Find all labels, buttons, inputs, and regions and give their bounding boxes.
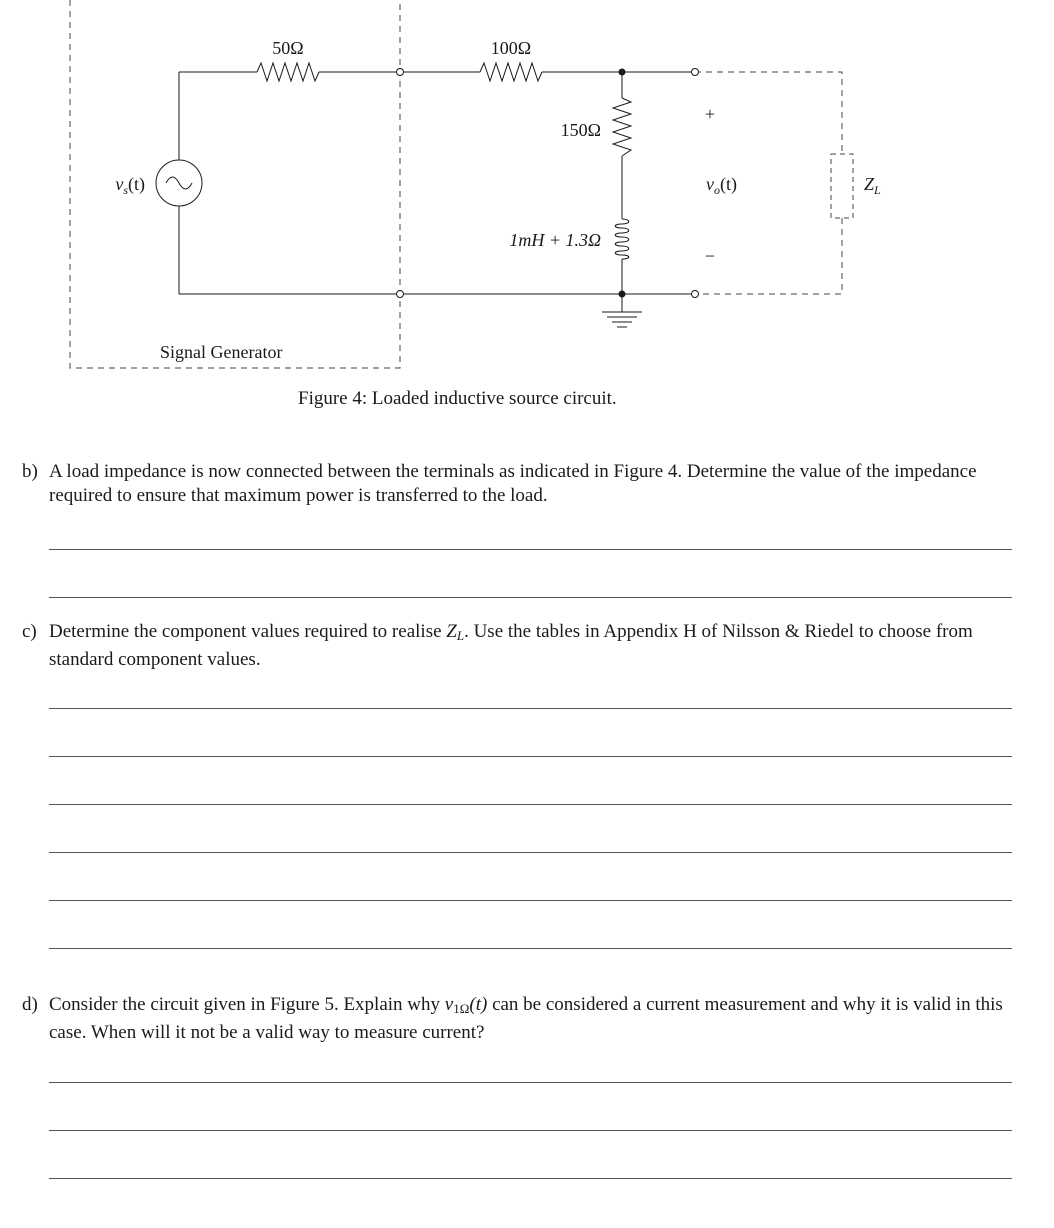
answer-line[interactable]	[49, 549, 1012, 550]
answer-line[interactable]	[49, 708, 1012, 709]
inductor-symbol	[615, 219, 629, 259]
r1-label: 50Ω	[272, 38, 304, 58]
question-c	[22, 620, 1022, 672]
terminal-top-right	[692, 69, 699, 76]
answer-line[interactable]	[49, 1130, 1012, 1131]
ground-symbol	[602, 312, 642, 327]
question-b-text: A load impedance is now connected between the terminals as indicated in Figure 4. Determine the value of the impedance required to ensure that maximum power is transferred to the load.	[49, 461, 977, 506]
r3-label: 150Ω	[560, 120, 601, 140]
sine-icon	[166, 177, 192, 189]
resistor-50-symbol	[257, 63, 319, 81]
load-impedance-box	[831, 154, 853, 218]
answer-line[interactable]	[49, 852, 1012, 853]
answer-line[interactable]	[49, 756, 1012, 757]
question-b	[22, 460, 1022, 508]
minus-sign: −	[704, 246, 716, 266]
figure-caption: Figure 4: Loaded inductive source circuit.	[298, 388, 617, 409]
terminal-bottom-right	[692, 291, 699, 298]
question-c-text: Determine the component values required to realise ZL. Use the tables in Appendix H of Nilsson & Riedel to choose from standard component values.	[49, 621, 973, 670]
load-label: $Z_L$	[864, 174, 881, 197]
terminal-bottom-left	[397, 291, 404, 298]
answer-line[interactable]	[49, 804, 1012, 805]
circuit-figure	[0, 0, 1054, 420]
r2-label: 100Ω	[490, 38, 532, 58]
source-label: $v_s(t)$	[115, 174, 145, 197]
junction-bottom	[619, 291, 626, 298]
plus-sign: +	[704, 104, 716, 124]
question-b-label: b)	[22, 461, 38, 482]
answer-line[interactable]	[49, 1178, 1012, 1179]
question-d-label: d)	[22, 994, 38, 1015]
answer-line[interactable]	[49, 948, 1012, 949]
answer-line[interactable]	[49, 900, 1012, 901]
question-c-label: c)	[22, 621, 37, 642]
inductor-label: 1mH + 1.3Ω	[509, 230, 601, 250]
junction-top	[619, 69, 626, 76]
resistor-150-symbol	[613, 98, 631, 156]
answer-line[interactable]	[49, 1082, 1012, 1083]
question-d	[22, 993, 1022, 1045]
resistor-100-symbol	[480, 63, 542, 81]
question-d-text: Consider the circuit given in Figure 5. Explain why $v_{1\Omega}(t)$ can be considered a current measurement and why it is valid in this case. When will it not be a valid way to measure current?	[49, 994, 1003, 1043]
terminal-top-left	[397, 69, 404, 76]
answer-line[interactable]	[49, 597, 1012, 598]
generator-label: Signal Generator	[160, 342, 283, 362]
vout-label: $v_o(t)$	[706, 174, 737, 197]
